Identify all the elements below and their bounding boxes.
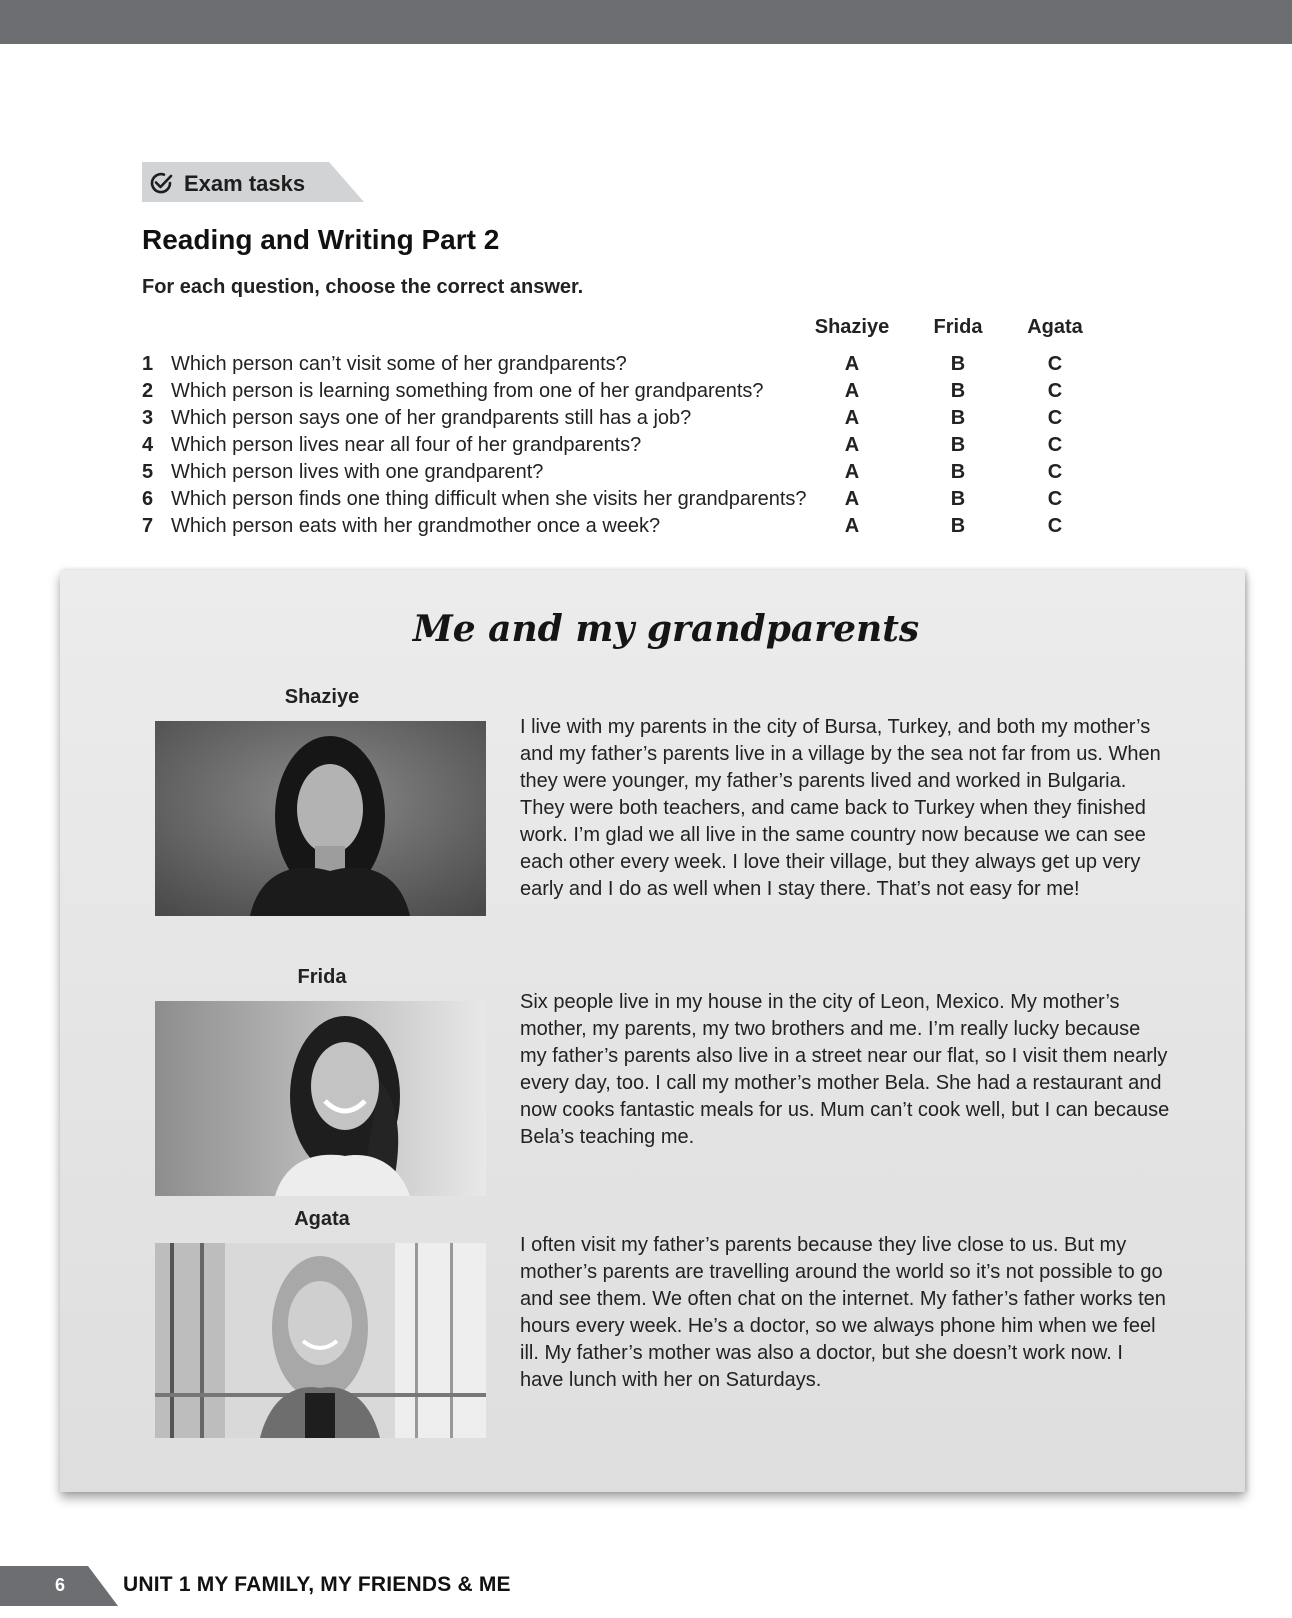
- option-b[interactable]: B: [950, 407, 966, 429]
- question-text: Which person is learning something from one of her grandparents?: [171, 380, 764, 402]
- unit-title: UNIT 1 MY FAMILY, MY FRIENDS & ME: [123, 1573, 511, 1596]
- option-a[interactable]: A: [844, 380, 860, 402]
- question-number: 2: [142, 380, 154, 402]
- section-title: Reading and Writing Part 2: [142, 224, 500, 255]
- question-number: 4: [142, 434, 154, 456]
- option-b[interactable]: B: [950, 380, 966, 402]
- person-name-agata: Agata: [294, 1208, 350, 1230]
- question-row: [142, 488, 1092, 515]
- story-agata: I often visit my father’s parents because they live close to us. But my mother’s parents are travelling around the world so it’s not possible to go and see them. We often chat on the internet. My father’s father works ten hours every week. He’s a doctor, so we always phone him when we feel ill. My father’s mother was also a doctor, but she doesn’t work now. I have lunch with her on Saturdays.: [520, 1234, 1166, 1391]
- question-number: 1: [142, 353, 154, 375]
- question-text: Which person eats with her grandmother once a week?: [171, 515, 661, 537]
- photo-shaziye: [155, 721, 486, 916]
- question-text: Which person finds one thing difficult when she visits her grandparents?: [171, 488, 807, 510]
- option-b[interactable]: B: [950, 488, 966, 510]
- question-text: Which person can’t visit some of her grandparents?: [171, 353, 627, 375]
- question-row: [142, 407, 1092, 434]
- option-a[interactable]: A: [844, 407, 860, 429]
- photo-agata: [155, 1243, 486, 1438]
- question-row: [142, 461, 1092, 488]
- option-c[interactable]: C: [1047, 434, 1063, 456]
- page-number: 6: [55, 1575, 66, 1595]
- question-number: 5: [142, 461, 154, 483]
- question-row: [142, 353, 1092, 380]
- column-header-frida: Frida: [933, 316, 983, 338]
- question-row: [142, 380, 1092, 407]
- exam-tasks-label: Exam tasks: [184, 171, 306, 196]
- option-a[interactable]: A: [844, 515, 860, 537]
- option-b[interactable]: B: [950, 434, 966, 456]
- person-name-frida: Frida: [297, 966, 347, 988]
- option-c[interactable]: C: [1047, 488, 1063, 510]
- instruction: For each question, choose the correct answer.: [142, 276, 584, 298]
- option-b[interactable]: B: [950, 515, 966, 537]
- photo-frida: [155, 1001, 486, 1196]
- question-text: Which person says one of her grandparents still has a job?: [171, 407, 692, 429]
- option-a[interactable]: A: [844, 488, 860, 510]
- exam-tasks-tag: [142, 162, 364, 202]
- option-c[interactable]: C: [1047, 353, 1063, 375]
- article-title: Me and my grandparents: [412, 608, 920, 650]
- option-a[interactable]: A: [844, 434, 860, 456]
- question-text: Which person lives with one grandparent?: [171, 461, 544, 483]
- option-b[interactable]: B: [950, 461, 966, 483]
- story-frida: Six people live in my house in the city of Leon, Mexico. My mother’s mother, my parents, my two brothers and me. I’m really lucky because my father’s parents also live in a street near our flat, so I visit them nearly every day, too. I call my mother’s mother Bela. She had a restaurant and now cooks fantastic meals for us. Mum can’t cook well, but I can because Bela’s teaching me.: [520, 991, 1170, 1148]
- top-bar: [0, 0, 1292, 44]
- question-number: 6: [142, 488, 154, 510]
- question-text: Which person lives near all four of her grandparents?: [171, 434, 642, 456]
- option-b[interactable]: B: [950, 353, 966, 375]
- person-name-shaziye: Shaziye: [284, 686, 360, 708]
- question-row: [142, 434, 1092, 461]
- question-number: 7: [142, 515, 154, 537]
- story-shaziye: I live with my parents in the city of Bursa, Turkey, and both my mother’s and my father’s parents live in a village by the sea not far from us. When they were younger, my father’s parents lived and worked in Bulgaria. They were both teachers, and came back to Turkey when they finished work. I’m glad we all live in the same country now because we can see each other every week. I love their village, but they always get up very early and I do as well when I stay there. That’s not easy for me!: [520, 716, 1161, 900]
- column-header-shaziye: Shaziye: [814, 316, 890, 338]
- option-c[interactable]: C: [1047, 407, 1063, 429]
- option-c[interactable]: C: [1047, 380, 1063, 402]
- question-number: 3: [142, 407, 154, 429]
- check-circle-icon: [148, 170, 174, 196]
- column-header-agata: Agata: [1027, 316, 1083, 338]
- option-a[interactable]: A: [844, 353, 860, 375]
- option-c[interactable]: C: [1047, 515, 1063, 537]
- option-a[interactable]: A: [844, 461, 860, 483]
- option-c[interactable]: C: [1047, 461, 1063, 483]
- question-row: [142, 515, 1092, 542]
